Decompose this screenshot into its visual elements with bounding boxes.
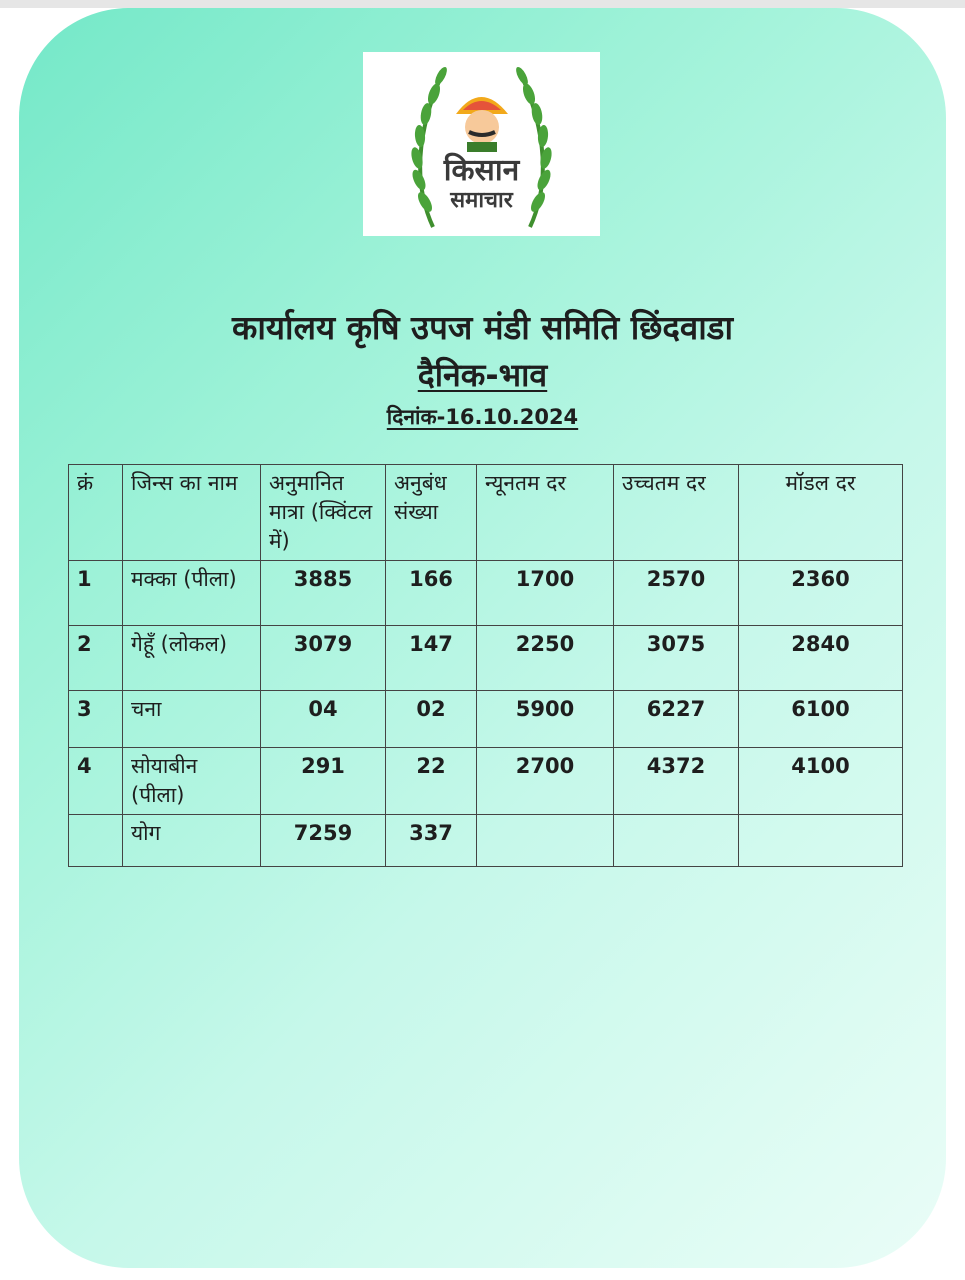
col-header-quantity: अनुमानित मात्रा (क्विंटल में)	[261, 465, 386, 561]
notice-card	[19, 8, 946, 1268]
cell-empty	[614, 815, 739, 867]
cell-total-quantity: 7259	[261, 815, 386, 867]
cell-sno: 2	[69, 626, 123, 691]
cell-quantity: 291	[261, 748, 386, 815]
office-title: कार्यालय कृषि उपज मंडी समिति छिंदवाडा	[232, 308, 733, 347]
cell-empty	[739, 815, 903, 867]
cell-modal-rate: 2360	[739, 561, 903, 626]
cell-max-rate: 6227	[614, 691, 739, 748]
report-date	[19, 403, 946, 431]
cell-commodity: मक्का (पीला)	[123, 561, 261, 626]
cell-commodity: सोयाबीन (पीला)	[123, 748, 261, 815]
table-row	[69, 691, 903, 748]
cell-empty	[477, 815, 614, 867]
cell-max-rate: 2570	[614, 561, 739, 626]
cell-total-label: योग	[123, 815, 261, 867]
col-header-commodity: जिन्स का नाम	[123, 465, 261, 561]
cell-modal-rate: 2840	[739, 626, 903, 691]
cell-contracts: 02	[386, 691, 477, 748]
cell-modal-rate: 4100	[739, 748, 903, 815]
cell-quantity: 3885	[261, 561, 386, 626]
col-header-min-rate: न्यूनतम दर	[477, 465, 614, 561]
cell-contracts: 147	[386, 626, 477, 691]
col-header-contracts: अनुबंध संख्या	[386, 465, 477, 561]
report-date-text: दिनांक-16.10.2024	[386, 405, 579, 429]
cell-quantity: 04	[261, 691, 386, 748]
table-total-row	[69, 815, 903, 867]
table-row	[69, 561, 903, 626]
col-header-sno: क्रं	[69, 465, 123, 561]
cell-min-rate: 2250	[477, 626, 614, 691]
cell-max-rate: 3075	[614, 626, 739, 691]
cell-sno: 4	[69, 748, 123, 815]
cell-modal-rate: 6100	[739, 691, 903, 748]
table-row	[69, 626, 903, 691]
cell-min-rate: 1700	[477, 561, 614, 626]
cell-max-rate: 4372	[614, 748, 739, 815]
col-header-modal-rate: मॉडल दर	[739, 465, 903, 561]
cell-contracts: 166	[386, 561, 477, 626]
cell-commodity: गेहूँ (लोकल)	[123, 626, 261, 691]
cell-min-rate: 2700	[477, 748, 614, 815]
cell-quantity: 3079	[261, 626, 386, 691]
cell-contracts: 22	[386, 748, 477, 815]
rates-table	[68, 464, 903, 867]
kisan-samachar-logo	[363, 52, 600, 236]
cell-commodity: चना	[123, 691, 261, 748]
col-header-max-rate: उच्चतम दर	[614, 465, 739, 561]
cell-sno: 1	[69, 561, 123, 626]
table-row	[69, 748, 903, 815]
report-title	[19, 353, 946, 396]
cell-min-rate: 5900	[477, 691, 614, 748]
cell-sno: 3	[69, 691, 123, 748]
top-strip	[0, 0, 965, 8]
logo-text-kisan: किसान	[443, 153, 520, 188]
report-title-text: दैनिक-भाव	[417, 356, 548, 394]
table-header-row	[69, 465, 903, 561]
cell-sno-empty	[69, 815, 123, 867]
cell-total-contracts: 337	[386, 815, 477, 867]
logo-text-samachar: समाचार	[450, 188, 513, 213]
